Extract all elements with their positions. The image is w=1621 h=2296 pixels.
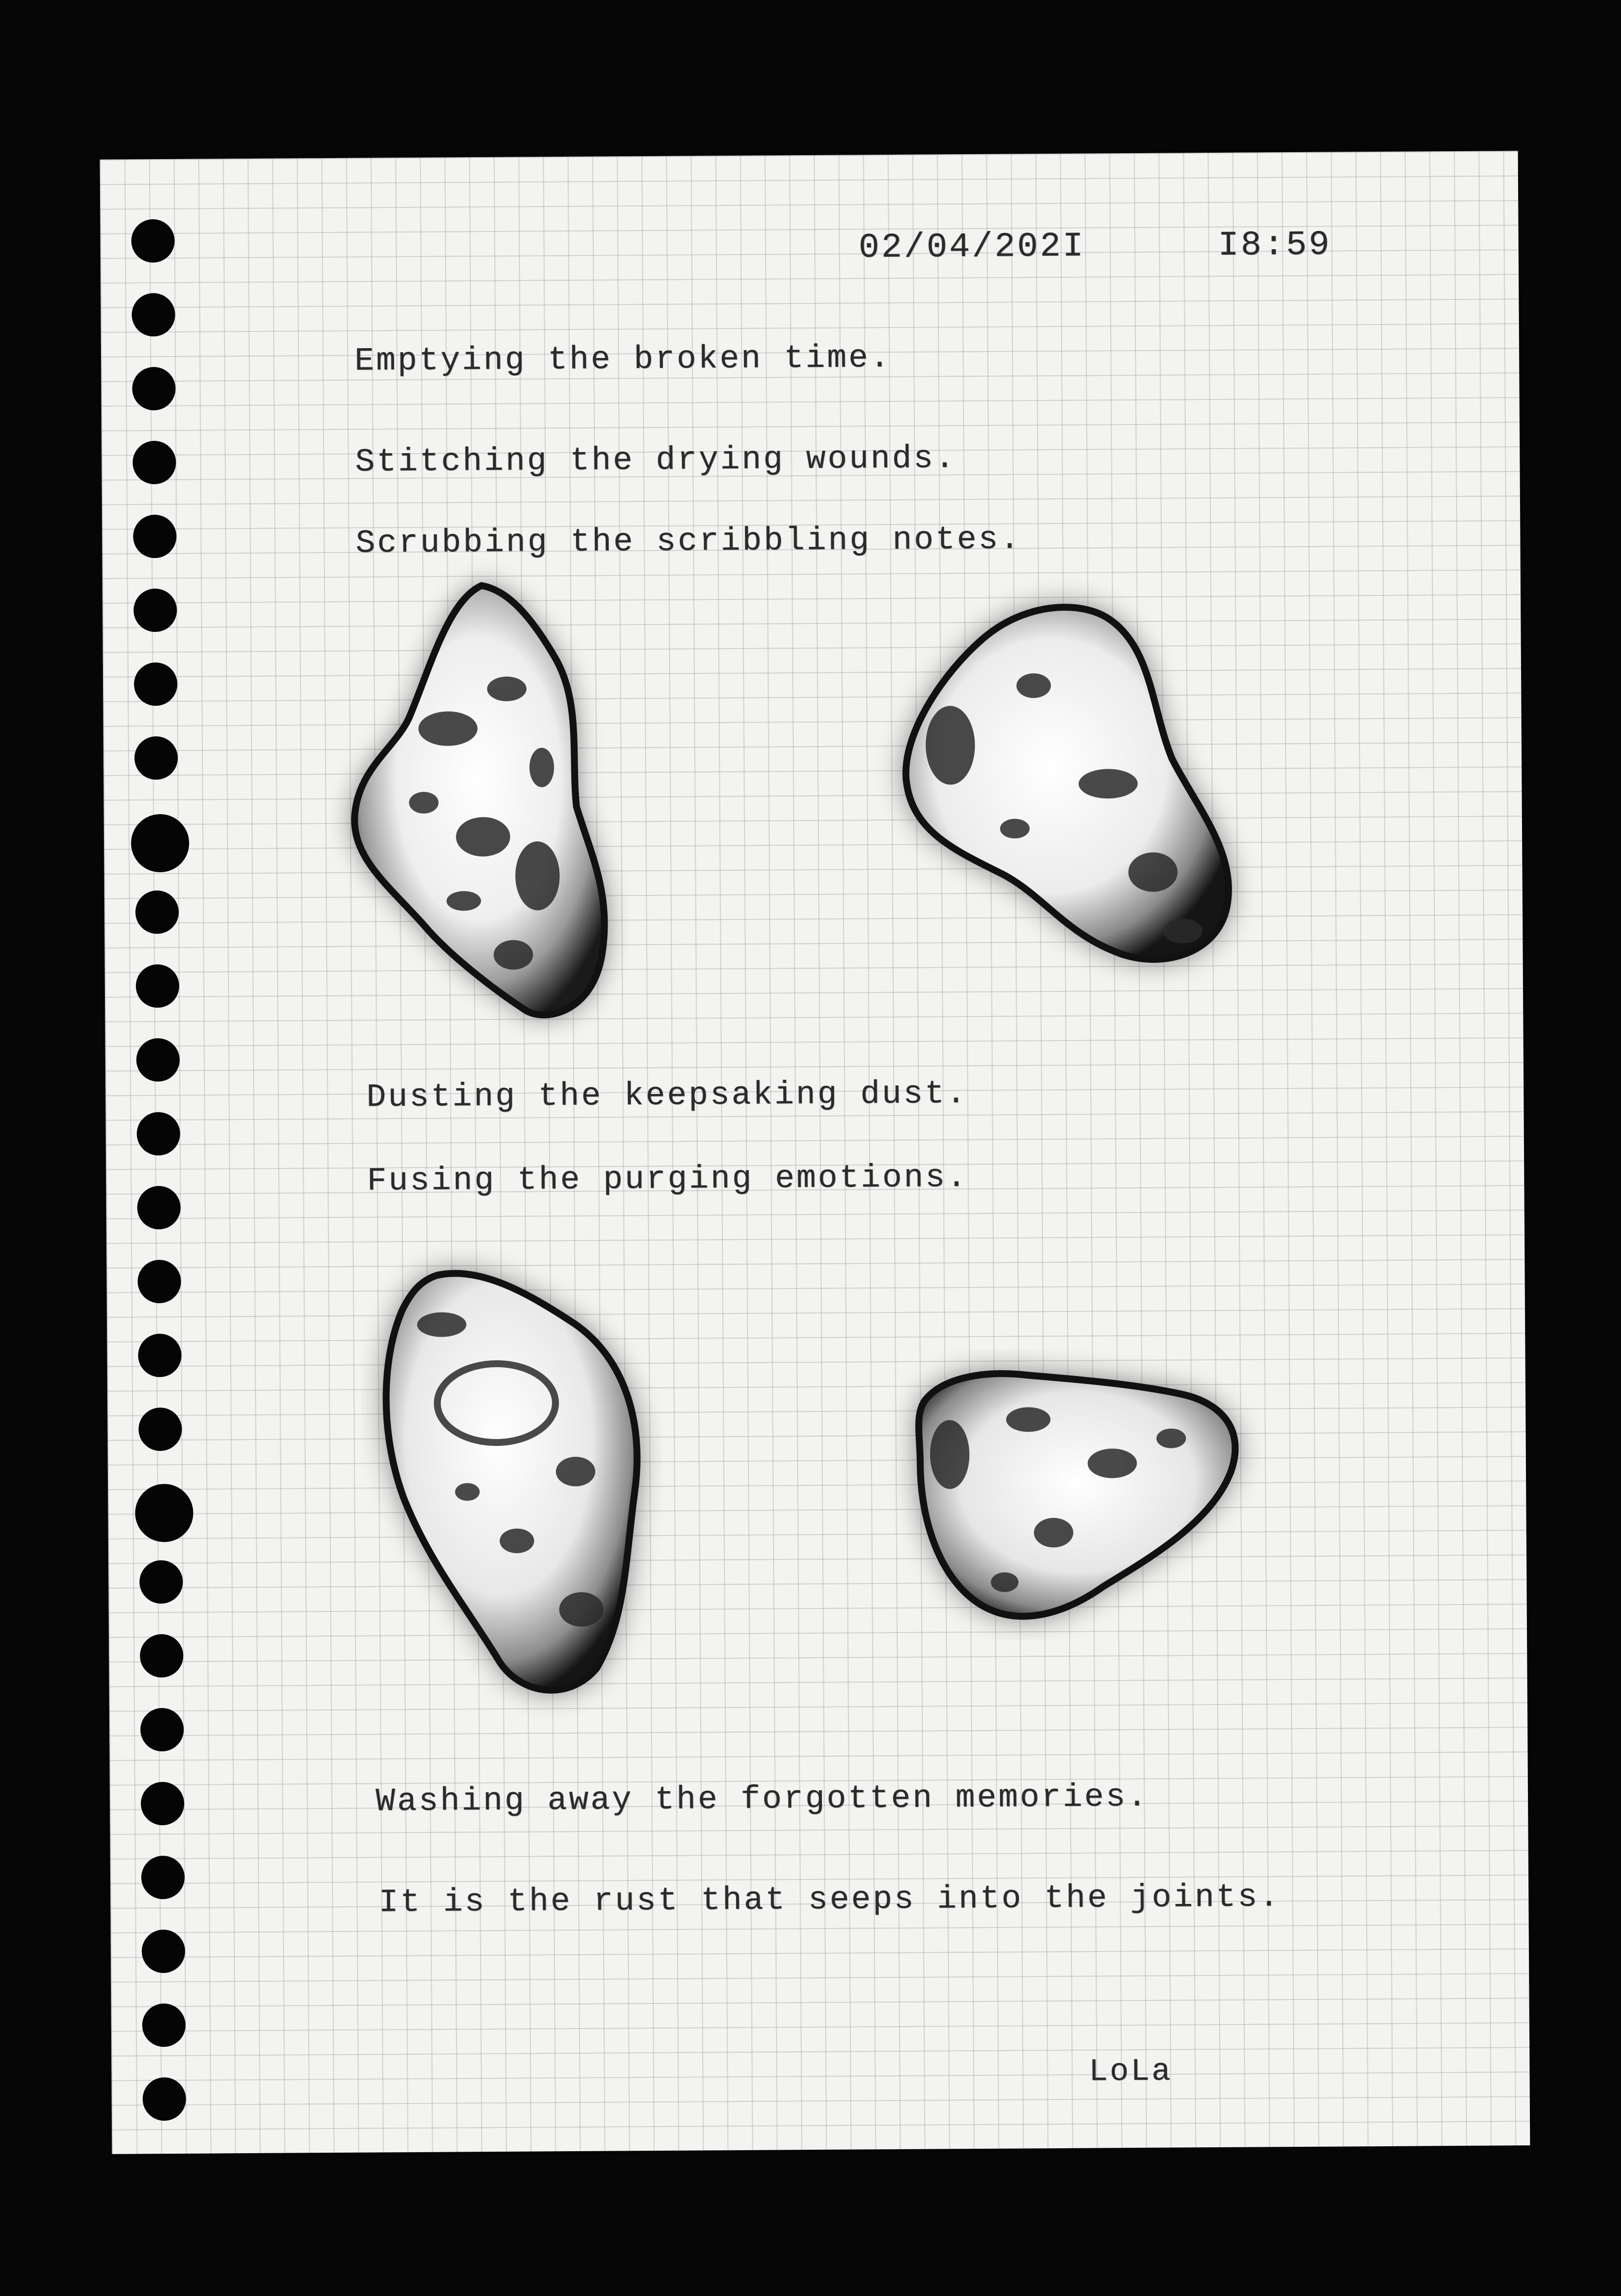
notebook-page: [100, 151, 1530, 2154]
binder-hole: [142, 1930, 186, 1973]
binder-hole: [131, 293, 175, 337]
poem-line: Fusing the purging emotions.: [367, 1159, 969, 1200]
binder-hole: [136, 964, 180, 1008]
binder-hole: [135, 890, 179, 934]
binder-hole: [131, 219, 175, 263]
entry-date: 02/04/202I: [858, 227, 1086, 268]
poem-line: Washing away the forgotten memories.: [375, 1778, 1149, 1820]
binder-hole: [142, 2077, 186, 2121]
binder-hole: [134, 662, 178, 706]
poem-line: Dusting the keepsaking dust.: [366, 1075, 968, 1116]
poem-line: Scrubbing the scribbling notes.: [356, 521, 1022, 562]
binder-hole: [141, 1782, 185, 1826]
binder-hole: [131, 814, 190, 873]
binder-hole: [133, 589, 177, 632]
binder-hole: [137, 1186, 181, 1230]
poem-line: Stitching the drying wounds.: [355, 440, 957, 481]
poem-line: Emptying the broken time.: [354, 339, 892, 380]
binder-hole: [141, 1856, 185, 1900]
entry-time: I8:59: [1218, 226, 1332, 265]
binder-hole: [136, 1112, 180, 1156]
stone-photo-4: [905, 1364, 1266, 1641]
binder-hole: [142, 2003, 186, 2047]
stone-photo-3: [367, 1264, 675, 1705]
binder-holes: [100, 159, 211, 2154]
binder-hole: [135, 1484, 194, 1542]
binder-hole: [140, 1708, 184, 1752]
binder-hole: [138, 1334, 182, 1378]
binder-hole: [138, 1408, 182, 1451]
binder-hole: [134, 736, 178, 780]
binder-hole: [132, 441, 176, 485]
binder-hole: [133, 515, 177, 558]
stone-photo-1: [334, 580, 642, 1045]
binder-hole: [139, 1560, 183, 1604]
binder-hole: [140, 1634, 184, 1678]
binder-hole: [136, 1038, 180, 1082]
poem-line: It is the rust that seeps into the joints.: [379, 1878, 1281, 1921]
stone-photo-2: [875, 595, 1267, 992]
binder-hole: [137, 1260, 181, 1304]
signature: LoLa: [1089, 2054, 1173, 2090]
binder-hole: [132, 367, 176, 411]
